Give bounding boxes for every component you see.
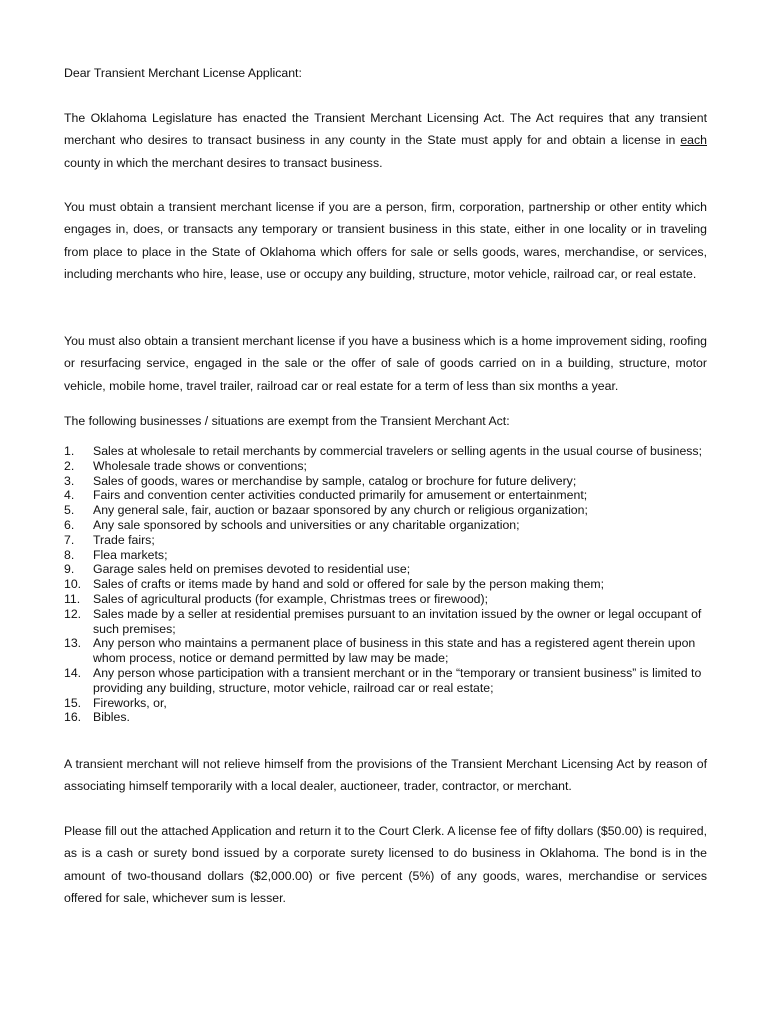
exemption-number: 2. (64, 458, 75, 473)
exemption-item (64, 636, 707, 666)
exemption-text: Bibles. (93, 710, 130, 725)
exemption-text: Sales made by a seller at residential premises pursuant to an invitation issued by the owner or legal occupant of such premises; (93, 606, 702, 636)
exemption-text: Garage sales held on premises devoted to residential use; (93, 562, 411, 577)
exemption-item (64, 696, 707, 711)
exemption-item (64, 710, 707, 725)
exemption-item (64, 666, 707, 696)
exemption-number: 16. (64, 710, 82, 725)
exemption-number: 10. (64, 577, 82, 592)
exemption-number: 4. (64, 488, 75, 503)
exemption-item (64, 562, 707, 577)
exemption-item (64, 577, 707, 592)
exemption-item (64, 592, 707, 607)
exemption-text: Sales of agricultural products (for example, Christmas trees or firewood); (93, 591, 489, 606)
exemption-number: 3. (64, 473, 75, 488)
exemption-number: 15. (64, 695, 82, 710)
exemption-text: Flea markets; (93, 547, 168, 562)
exemption-number: 5. (64, 503, 75, 518)
exemption-item (64, 474, 707, 489)
p1-text-start: The Oklahoma Legislature has enacted the Transient Merchant Licensing Act. The Act requires that any transient merchant who desires to transact business in any county in the State must apply for and obtain a license in (64, 111, 707, 148)
exemption-text: Sales of crafts or items made by hand and sold or offered for sale by the person making them; (93, 577, 605, 592)
salutation: Dear Transient Merchant License Applicant: (64, 66, 302, 80)
exemption-number: 14. (64, 665, 82, 680)
exemption-number: 1. (64, 444, 75, 458)
exemption-item (64, 503, 707, 518)
exemptions-list (64, 444, 707, 725)
exemption-item (64, 607, 707, 637)
exemption-text: Sales at wholesale to retail merchants by commercial travelers or selling agents in the usual course of business; (93, 444, 702, 458)
exemption-text: Any sale sponsored by schools and universities or any charitable organization; (93, 517, 520, 532)
exemptions-intro: The following businesses / situations are exempt from the Transient Merchant Act: (64, 414, 510, 428)
paragraph-home-improvement: You must also obtain a transient merchant license if you have a business which is a home improvement siding, roofing or resurfacing service, engaged in the sale or the offer of sale of goods carried on in a building, structure, motor vehicle, mobile home, travel trailer, railroad car or real estate for a term of less than six months a year. (64, 334, 707, 393)
exemption-number: 13. (64, 636, 82, 651)
exemption-item (64, 459, 707, 474)
p1-emphasis-each: each (680, 133, 707, 148)
exemption-item (64, 518, 707, 533)
exemption-text: Fairs and convention center activities conducted primarily for amusement or entertainment; (93, 488, 588, 503)
exemption-item (64, 444, 707, 459)
exemption-number: 7. (64, 532, 75, 547)
exemption-text: Trade fairs; (93, 532, 155, 547)
exemption-text: Any general sale, fair, auction or bazaar sponsored by any church or religious organization; (93, 503, 588, 518)
paragraph-license-requirement: You must obtain a transient merchant license if you are a person, firm, corporation, partnership or other entity which engages in, does, or transacts any temporary or transient business in this state, either in one locality or in traveling from place to place in the State of Oklahoma which offers for sale or sells goods, wares, merchandise, or services, including merchants who hire, lease, use or occupy any building, structure, motor vehicle, railroad car, or real estate. (64, 200, 707, 281)
p1-text-end: county in which the merchant desires to transact business. (64, 155, 383, 170)
exemption-item (64, 533, 707, 548)
exemption-text: Sales of goods, wares or merchandise by sample, catalog or brochure for future delivery; (93, 473, 577, 488)
exemption-number: 12. (64, 606, 82, 621)
exemption-text: Fireworks, or, (93, 695, 167, 710)
paragraph-fee-and-bond: Please fill out the attached Application and return it to the Court Clerk. A license fee of fifty dollars ($50.00) is required, as is a cash or surety bond issued by a corporate surety licensed to do business in Oklahoma. The bond is in the amount of two-thousand dollars ($2,000.00) or five percent (5%) of any goods, wares, merchandise or services offered for sale, whichever sum is lesser. (64, 824, 707, 905)
exemption-item (64, 488, 707, 503)
exemption-text: Any person whose participation with a transient merchant or in the “temporary or transient business” is limited to providing any building, structure, motor vehicle, railroad car or real estate; (93, 665, 702, 695)
exemption-text: Wholesale trade shows or conventions; (93, 458, 307, 473)
exemption-number: 9. (64, 562, 75, 577)
exemption-number: 6. (64, 517, 75, 532)
exemption-item (64, 548, 707, 563)
exemption-number: 11. (64, 591, 81, 606)
paragraph-association: A transient merchant will not relieve himself from the provisions of the Transient Merchant Licensing Act by reason of associating himself temporarily with a local dealer, auctioneer, trader, contractor, or merchant. (64, 757, 707, 794)
exemption-number: 8. (64, 547, 75, 562)
exemption-text: Any person who maintains a permanent place of business in this state and has a registered agent therein upon whom process, notice or demand permitted by law may be made; (93, 636, 696, 666)
paragraph-act-overview (64, 107, 707, 174)
